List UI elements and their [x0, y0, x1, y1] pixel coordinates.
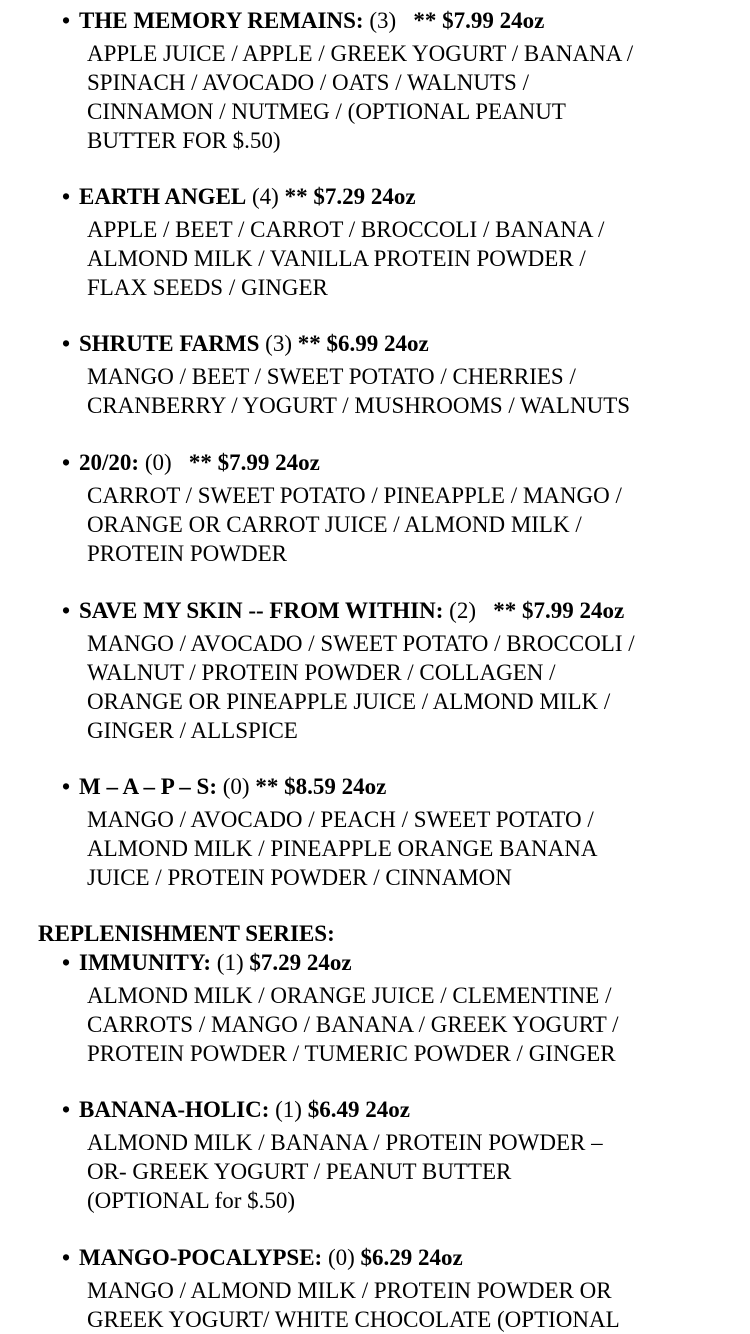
menu-item-name: MANGO-POCALYPSE: — [79, 1245, 323, 1270]
menu-item — [62, 772, 742, 892]
menu-item-count: (3) — [265, 331, 292, 356]
ingredient-line: CRANBERRY / YOGURT / MUSHROOMS / WALNUTS — [87, 393, 631, 418]
menu-item — [62, 182, 742, 302]
ingredient-list — [87, 1128, 742, 1215]
menu-item-price: ** $6.99 24oz — [297, 331, 429, 356]
menu-item-header — [62, 948, 742, 977]
menu-item-count: (3) — [369, 8, 397, 33]
ingredient-line: FLAX SEEDS / GINGER — [87, 275, 328, 300]
menu-item-header — [62, 6, 742, 35]
menu-item-name: EARTH ANGEL — [79, 184, 247, 209]
ingredient-line: PROTEIN POWDER — [87, 541, 287, 566]
menu-item — [62, 948, 742, 1068]
menu-item-count: (0) — [144, 450, 172, 475]
menu-item-price: ** $7.29 24oz — [284, 184, 416, 209]
menu-item-price: ** $7.99 24oz — [413, 8, 545, 33]
ingredient-line: OR- GREEK YOGURT / PEANUT BUTTER — [87, 1159, 512, 1184]
ingredient-list — [87, 1276, 742, 1334]
menu-item-header — [62, 1243, 742, 1272]
ingredient-line: ALMOND MILK / PINEAPPLE ORANGE BANANA — [87, 836, 598, 861]
ingredient-line: CINNAMON / NUTMEG / (OPTIONAL PEANUT — [87, 99, 566, 124]
ingredient-line: ORANGE OR CARROT JUICE / ALMOND MILK / — [87, 512, 582, 537]
menu-item — [62, 448, 742, 568]
menu-item-name: SHRUTE FARMS — [79, 331, 260, 356]
menu-item — [62, 1095, 742, 1215]
ingredient-list — [87, 629, 742, 745]
ingredient-line: MANGO / AVOCADO / PEACH / SWEET POTATO / — [87, 807, 594, 832]
ingredient-line: ORANGE OR PINEAPPLE JUICE / ALMOND MILK / — [87, 689, 611, 714]
menu-item-name: M – A – P – S: — [79, 774, 218, 799]
ingredient-list — [87, 362, 742, 420]
ingredient-line: MANGO / AVOCADO / SWEET POTATO / BROCCOLI / — [87, 631, 635, 656]
menu-item-name: 20/20: — [79, 450, 140, 475]
ingredient-line: MANGO / ALMOND MILK / PROTEIN POWDER OR — [87, 1278, 612, 1303]
menu-item — [62, 6, 742, 155]
ingredient-list — [87, 481, 742, 568]
bullet-icon: • — [62, 1245, 71, 1270]
menu-item-name: IMMUNITY: — [79, 950, 212, 975]
ingredient-list — [87, 981, 742, 1068]
menu-item-price: $6.49 24oz — [307, 1097, 410, 1122]
menu-item-price: $7.29 24oz — [249, 950, 352, 975]
ingredient-line: WALNUT / PROTEIN POWDER / COLLAGEN / — [87, 660, 556, 685]
menu-item — [62, 1243, 742, 1334]
menu-item — [62, 596, 742, 745]
bullet-icon: • — [62, 950, 71, 975]
menu-item-price: ** $8.59 24oz — [255, 774, 387, 799]
ingredient-line: ALMOND MILK / BANANA / PROTEIN POWDER – — [87, 1130, 603, 1155]
menu-item-count: (1) — [216, 950, 244, 975]
menu-item-header — [62, 772, 742, 801]
ingredient-line: GINGER / ALLSPICE — [87, 718, 298, 743]
ingredient-line: BUTTER FOR $.50) — [87, 128, 281, 153]
menu-item — [62, 329, 742, 420]
ingredient-line: (OPTIONAL for $.50) — [87, 1188, 296, 1213]
ingredient-line: ALMOND MILK / ORANGE JUICE / CLEMENTINE / — [87, 983, 612, 1008]
section-title: REPLENISHMENT SERIES: — [38, 921, 335, 946]
bullet-icon: • — [62, 331, 71, 356]
menu-item-price: ** $7.99 24oz — [188, 450, 320, 475]
ingredient-list — [87, 39, 742, 155]
menu-item-count: (4) — [252, 184, 279, 209]
ingredient-line: SPINACH / AVOCADO / OATS / WALNUTS / — [87, 70, 529, 95]
ingredient-line: ALMOND MILK / VANILLA PROTEIN POWDER / — [87, 246, 586, 271]
ingredient-line: JUICE / PROTEIN POWDER / CINNAMON — [87, 865, 512, 890]
bullet-icon: • — [62, 1097, 71, 1122]
menu-item-header — [62, 1095, 742, 1124]
menu-item-name: THE MEMORY REMAINS: — [79, 8, 364, 33]
bullet-icon: • — [62, 450, 71, 475]
menu-item-header — [62, 182, 742, 211]
menu-item-header — [62, 448, 742, 477]
menu-item-price: $6.29 24oz — [360, 1245, 463, 1270]
bullet-icon: • — [62, 184, 71, 209]
menu-item-count: (2) — [449, 598, 476, 623]
menu-item-price: ** $7.99 24oz — [493, 598, 625, 623]
ingredient-line: APPLE / BEET / CARROT / BROCCOLI / BANANA / — [87, 217, 605, 242]
menu-item-count: (0) — [327, 1245, 355, 1270]
ingredient-line: CARROT / SWEET POTATO / PINEAPPLE / MANGO / — [87, 483, 622, 508]
ingredient-line: APPLE JUICE / APPLE / GREEK YOGURT / BANANA / — [87, 41, 634, 66]
bullet-icon: • — [62, 774, 71, 799]
ingredient-list — [87, 805, 742, 892]
bullet-icon: • — [62, 598, 71, 623]
bullet-icon: • — [62, 8, 71, 33]
ingredient-line: CARROTS / MANGO / BANANA / GREEK YOGURT / — [87, 1012, 619, 1037]
ingredient-line: GREEK YOGURT/ WHITE CHOCOLATE (OPTIONAL — [87, 1307, 620, 1332]
ingredient-line: MANGO / BEET / SWEET POTATO / CHERRIES / — [87, 364, 576, 389]
menu-item-header — [62, 329, 742, 358]
ingredient-list — [87, 215, 742, 302]
menu-item-count: (0) — [222, 774, 250, 799]
menu-item-name: SAVE MY SKIN -- FROM WITHIN: — [79, 598, 444, 623]
menu-item-name: BANANA-HOLIC: — [79, 1097, 270, 1122]
menu-item-header — [62, 596, 742, 625]
ingredient-line: PROTEIN POWDER / TUMERIC POWDER / GINGER — [87, 1041, 616, 1066]
menu-item-count: (1) — [275, 1097, 302, 1122]
